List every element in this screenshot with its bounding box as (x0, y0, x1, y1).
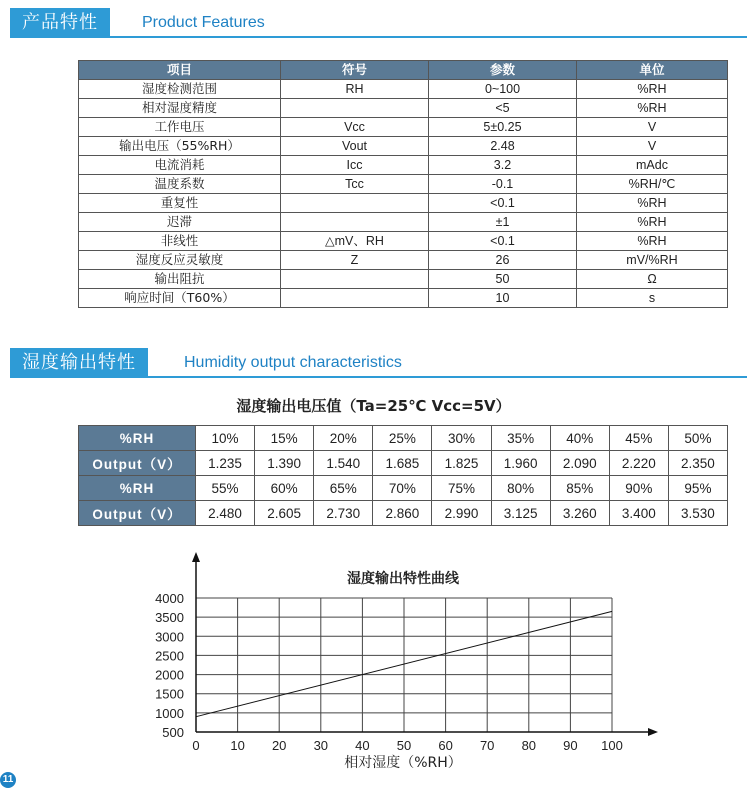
spec-unit-cell: mAdc (577, 156, 728, 175)
voltage-row-label: %RH (79, 426, 196, 451)
voltage-value-cell: 1.960 (491, 451, 550, 476)
voltage-value-cell: 2.990 (432, 501, 491, 526)
header-item: 项目 (79, 61, 281, 80)
spec-row (79, 156, 728, 175)
y-tick-label: 3000 (155, 629, 184, 645)
rh-value-cell: 30% (432, 426, 491, 451)
voltage-value-cell: 2.730 (314, 501, 373, 526)
section-header-product-features (0, 8, 747, 38)
spec-row (79, 118, 728, 137)
chart-grid (196, 598, 612, 732)
spec-row (79, 251, 728, 270)
spec-param-cell: 3.2 (429, 156, 577, 175)
voltage-value-cell: 2.860 (373, 501, 432, 526)
rh-value-cell: 45% (609, 426, 668, 451)
spec-table (78, 60, 728, 308)
spec-unit-cell: %RH (577, 213, 728, 232)
rh-value-cell: 60% (255, 476, 314, 501)
header-symbol: 符号 (281, 61, 429, 80)
voltage-output-row (79, 501, 728, 526)
spec-unit-cell: V (577, 137, 728, 156)
x-tick-label: 80 (521, 738, 537, 753)
y-tick-label: 4000 (155, 591, 184, 606)
x-axis-arrow (648, 728, 658, 736)
voltage-row-label: Output（V） (79, 501, 196, 526)
spec-row (79, 289, 728, 308)
spec-unit-cell: mV/%RH (577, 251, 728, 270)
voltage-value-cell: 2.090 (550, 451, 609, 476)
spec-unit-cell: %RH (577, 99, 728, 118)
chart-x-axis-label: 相对湿度（%RH） (344, 755, 462, 771)
y-tick-label: 500 (162, 725, 184, 740)
spec-unit-cell: %RH/℃ (577, 175, 728, 194)
spec-row (79, 194, 728, 213)
spec-unit-cell: Ω (577, 270, 728, 289)
voltage-rh-row (79, 426, 728, 451)
spec-param-cell: <0.1 (429, 232, 577, 251)
page-number: 11 (0, 772, 16, 788)
spec-unit-cell: %RH (577, 80, 728, 99)
header-param: 参数 (429, 61, 577, 80)
spec-param-cell: -0.1 (429, 175, 577, 194)
voltage-value-cell: 1.540 (314, 451, 373, 476)
spec-item-cell: 工作电压 (79, 118, 281, 137)
x-tick-label: 30 (313, 738, 329, 753)
spec-param-cell: 10 (429, 289, 577, 308)
spec-item-cell: 非线性 (79, 232, 281, 251)
spec-symbol-cell (281, 270, 429, 289)
voltage-row-label: %RH (79, 476, 196, 501)
chart-title: 湿度输出特性曲线 (347, 571, 459, 587)
voltage-value-cell: 3.530 (668, 501, 727, 526)
voltage-value-cell: 2.350 (668, 451, 727, 476)
voltage-value-cell: 2.605 (255, 501, 314, 526)
spec-item-cell: 电流消耗 (79, 156, 281, 175)
rh-value-cell: 95% (668, 476, 727, 501)
spec-symbol-cell (281, 213, 429, 232)
rh-value-cell: 80% (491, 476, 550, 501)
spec-symbol-cell: △mV、RH (281, 232, 429, 251)
rh-value-cell: 65% (314, 476, 373, 501)
header-unit: 单位 (577, 61, 728, 80)
spec-param-cell: 5±0.25 (429, 118, 577, 137)
voltage-value-cell: 3.260 (550, 501, 609, 526)
x-tick-label: 90 (563, 738, 578, 753)
voltage-value-cell: 2.220 (609, 451, 668, 476)
spec-item-cell: 湿度检测范围 (79, 80, 281, 99)
spec-symbol-cell: Vcc (281, 118, 429, 137)
y-tick-label: 1000 (155, 705, 184, 721)
spec-param-cell: <5 (429, 99, 577, 118)
voltage-value-cell: 1.235 (196, 451, 255, 476)
spec-param-cell: <0.1 (429, 194, 577, 213)
spec-item-cell: 温度系数 (79, 175, 281, 194)
y-tick-label: 1500 (155, 686, 184, 702)
spec-table-header (79, 61, 728, 80)
spec-unit-cell: V (577, 118, 728, 137)
rh-value-cell: 70% (373, 476, 432, 501)
x-tick-label: 60 (438, 738, 453, 753)
spec-item-cell: 输出电压（55%RH） (79, 137, 281, 156)
voltage-table-title: 湿度输出电压值（Ta=25℃ Vcc=5V） (236, 397, 511, 415)
spec-param-cell: 26 (429, 251, 577, 270)
rh-value-cell: 90% (609, 476, 668, 501)
voltage-rh-row (79, 476, 728, 501)
rh-value-cell: 50% (668, 426, 727, 451)
spec-item-cell: 迟滞 (79, 213, 281, 232)
spec-row (79, 175, 728, 194)
spec-symbol-cell: RH (281, 80, 429, 99)
spec-item-cell: 相对湿度精度 (79, 99, 281, 118)
rh-value-cell: 10% (196, 426, 255, 451)
spec-row (79, 213, 728, 232)
rh-value-cell: 15% (255, 426, 314, 451)
rh-value-cell: 75% (432, 476, 491, 501)
voltage-value-cell: 1.390 (255, 451, 314, 476)
humidity-output-chart (0, 545, 747, 773)
rh-value-cell: 20% (314, 426, 373, 451)
y-tick-label: 2500 (155, 648, 184, 664)
spec-row (79, 137, 728, 156)
rh-value-cell: 40% (550, 426, 609, 451)
x-tick-label: 40 (355, 738, 370, 753)
spec-row (79, 232, 728, 251)
section-title-en: Product Features (142, 14, 265, 31)
section-divider (10, 36, 747, 38)
spec-symbol-cell: Vout (281, 137, 429, 156)
x-tick-label: 0 (192, 738, 200, 753)
spec-row (79, 99, 728, 118)
section-title-en: Humidity output characteristics (184, 354, 402, 371)
spec-param-cell: 0~100 (429, 80, 577, 99)
voltage-value-cell: 3.400 (609, 501, 668, 526)
spec-symbol-cell: Icc (281, 156, 429, 175)
voltage-value-cell: 2.480 (196, 501, 255, 526)
spec-unit-cell: %RH (577, 194, 728, 213)
spec-item-cell: 重复性 (79, 194, 281, 213)
spec-param-cell: ±1 (429, 213, 577, 232)
spec-unit-cell: s (577, 289, 728, 308)
spec-item-cell: 输出阻抗 (79, 270, 281, 289)
voltage-value-cell: 1.685 (373, 451, 432, 476)
voltage-value-cell: 3.125 (491, 501, 550, 526)
rh-value-cell: 35% (491, 426, 550, 451)
section-divider (10, 376, 747, 378)
voltage-output-row (79, 451, 728, 476)
voltage-row-label: Output（V） (79, 451, 196, 476)
x-tick-label: 20 (271, 738, 287, 753)
voltage-value-cell: 1.825 (432, 451, 491, 476)
rh-value-cell: 55% (196, 476, 255, 501)
section-header-humidity-output (0, 348, 747, 378)
spec-param-cell: 2.48 (429, 137, 577, 156)
x-tick-label: 10 (230, 738, 245, 753)
x-tick-label: 70 (479, 738, 495, 753)
spec-symbol-cell: Z (281, 251, 429, 270)
x-tick-label: 50 (396, 738, 412, 753)
spec-symbol-cell (281, 99, 429, 118)
x-tick-label: 100 (601, 738, 623, 753)
spec-unit-cell: %RH (577, 232, 728, 251)
spec-symbol-cell (281, 194, 429, 213)
spec-row (79, 270, 728, 289)
y-tick-label: 3500 (155, 610, 184, 626)
rh-value-cell: 25% (373, 426, 432, 451)
section-title-cn: 湿度输出特性 (10, 348, 148, 378)
spec-item-cell: 湿度反应灵敏度 (79, 251, 281, 270)
spec-item-cell: 响应时间（T60%） (79, 289, 281, 308)
rh-value-cell: 85% (550, 476, 609, 501)
spec-symbol-cell: Tcc (281, 175, 429, 194)
y-axis-arrow (192, 552, 200, 562)
voltage-table (78, 425, 728, 526)
section-title-cn: 产品特性 (10, 8, 110, 38)
spec-row (79, 80, 728, 99)
spec-param-cell: 50 (429, 270, 577, 289)
chart-tick-labels (155, 591, 623, 753)
spec-symbol-cell (281, 289, 429, 308)
y-tick-label: 2000 (155, 667, 184, 683)
